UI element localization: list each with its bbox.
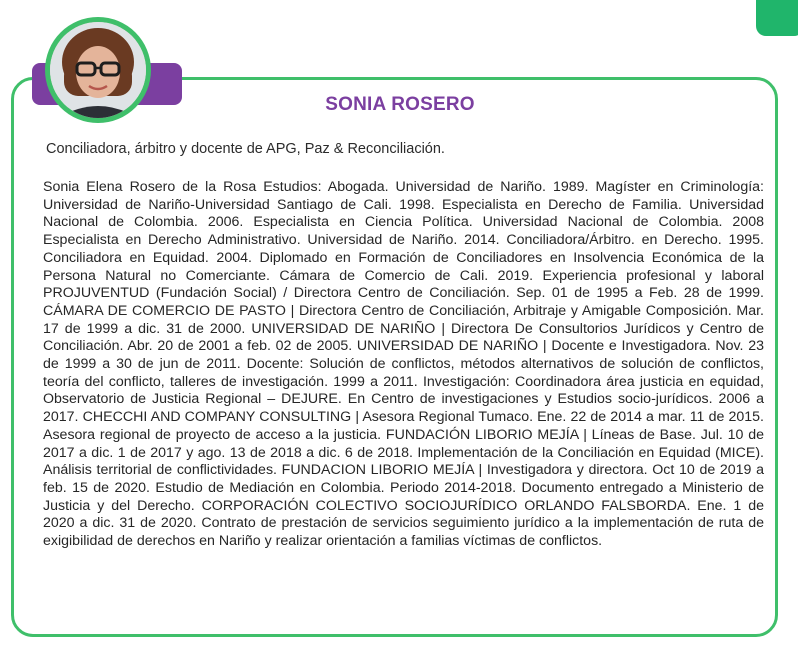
person-role: Conciliadora, árbitro y docente de APG, Paz & Reconciliación. [46,141,445,157]
person-bio: Sonia Elena Rosero de la Rosa Estudios: Abogada. Universidad de Nariño. 1989. Magíster en Criminología: Universidad de Nariño-Universidad Santiago de Cali. 1998. Especialista en Derecho de Familia. Universidad Nacional de Colombia. 2006. Especialista en Ciencia Política. Universidad Nacional de Colombia. 2008 Especialista en Derecho Administrativo. Universidad de Nariño. 2014. Conciliadora/Árbitro. en Derecho. 1995. Conciliadora en Equidad. 2004. Diplomado en Formación de Conciliadores en Insolvencia Económica de la Persona Natural no Comerciante. Cámara de Comercio de Cali. 2019. Experiencia profesional y laboral PROJUVENTUD (Fundación Social) / Directora Centro de Conciliación. Sep. 01 de 1995 a Feb. 28 de 1999. CÁMARA DE COMERCIO DE PASTO | Directora Centro de Conciliación, Arbitraje y Amigable Composición. Mar. 17 de 1999 a dic. 31 de 2000. UNIVERSIDAD DE NARIÑO | Directora De Consultorios Jurídicos y Centro de Conciliación. Abr. 20 de 2001 a feb. 02 de 2005. UNIVERSIDAD DE NARIÑO | Docente e Investigadora. Nov. 23 de 1999 a 30 de jun de 2011. Docente: Solución de conflictos, métodos alternativos de solución de conflictos, teoría del conflicto, talleres de investigación. 1999 a 2011. Investigación: Coordinadora área justicia en equidad, Observatorio de Justicia Regional – DEJURE. En Centro de investigaciones y Estudios socio-jurídicos. 2006 a 2017. CHECCHI AND COMPANY CONSULTING | Asesora Regional Tumaco. Ene. 22 de 2014 a mar. 11 de 2015. Asesora regional de proyecto de acceso a la justicia. FUNDACIÓN LIBORIO MEJÍA | Líneas de Base. Jul. 10 de 2017 a dic. 1 de 2017 y ago. 13 de 2018 a dic. 6 de 2018. Implementación de la Conciliación en Equidad (MICE). Análisis territorial de conflictividades. FUNDACION LIBORIO MEJÍA | Investigadora y directora. Oct 10 de 2019 a feb. 15 de 2020. Estudio de Mediación en Colombia. Periodo 2014-2018. Documento entregado a Ministerio de Justicia y del Derecho. CORPORACIÓN COLECTIVO SOCIOJURÍDICO ORLANDO FALSBORDA. Ene. 1 de 2020 a dic. 31 de 2020. Contrato de prestación de servicios seguimiento jurídico a la implementación de ruta de exigibilidad de derechos en Nariño y realizar orientación a familias víctimas de conflictos. [43,179,764,550]
avatar [50,22,146,118]
avatar-illustration [50,22,146,118]
person-name: SONIA ROSERO [325,94,475,115]
corner-tab-decoration [756,0,798,36]
